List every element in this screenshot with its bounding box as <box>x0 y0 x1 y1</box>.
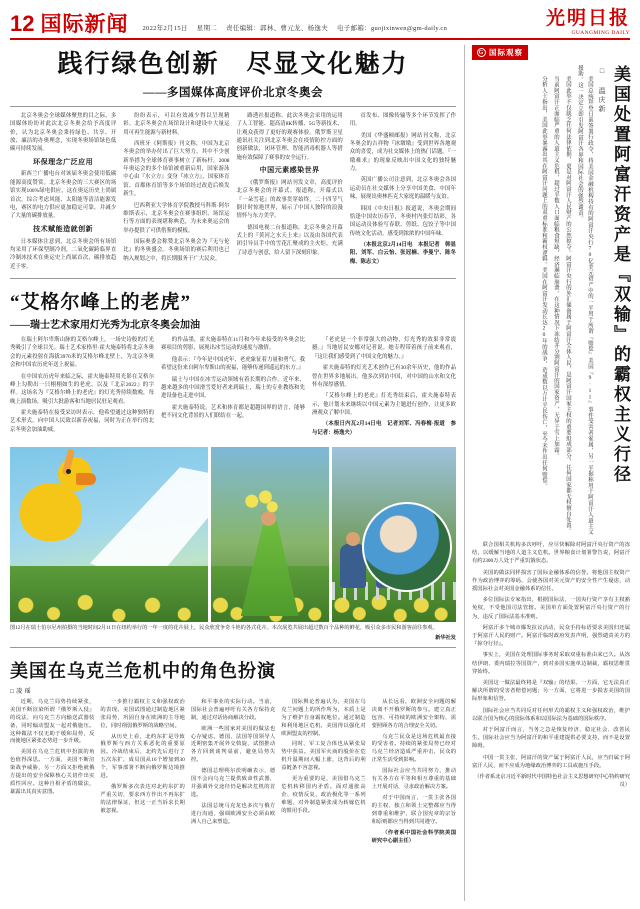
paragraph: 美国《华盛顿邮报》网站刊文称，北京冬奥会的吉祥物『冰墩墩』受到世界各地观众的喜爱，成为社交媒体上的热门话题。『一墩难求』的现象反映出中国文化的独特魅力。 <box>349 132 456 172</box>
photo-crowd <box>332 447 456 622</box>
photo-group <box>10 447 456 622</box>
circular-inset-photo <box>362 502 452 592</box>
paragraph: 当前阿富汗正面临严重的人道主义危机，超过半数人口面临粮食短缺，经济濒临崩溃。在这种情况下冻结并分割阿富汗的国家资产，无异于雪上加霜。 <box>552 75 559 459</box>
opinion-headline: 美国处置阿富汗资产是『双输』的霸权主义行径 <box>611 65 630 485</box>
duck-shape <box>20 483 82 541</box>
article-eiger-tiger <box>10 287 456 440</box>
paragraph: 西班牙《阿斯报》刊文称，中国为北京冬奥会的举办付出了巨大努力，其中不少创新举措为全球体育赛事树立了新标杆。2008年奥运会的多个场馆被重新启用，国家游泳中心由『水立方』变身『冰立方』，国家体育馆、首都体育馆等多个场馆经过改造后焕发新生。 <box>123 140 230 198</box>
section-title: 国际新闻 <box>40 13 129 36</box>
paragraph: 更为重要的是，美国借乌克兰危机转移国内矛盾。面对通胀高企、疫情反复、政治极化等一系列难题，对外制造紧张成为转嫁危机的惯用手段。 <box>281 776 366 814</box>
divider <box>10 647 456 648</box>
paragraph: 霍夫施泰特的灯光艺术创作已有30余年历史，他的作品曾在世界多地展出。他多次到访中国，对中国的山水和文化怀有深厚感情。 <box>312 365 456 388</box>
paragraph: 国际社会应当共同反对任何形式的霸权主义和强权政治，维护以联合国为核心的国际体系和以国际法为基础的国际秩序。 <box>472 707 630 722</box>
masthead <box>10 0 630 40</box>
paragraph: 美国在乌克兰危机中扮演的角色值得深思。一方面，美国不断渲染战争威胁，另一方面又拒绝就俄方提出的安全保障核心关切作出实质性回应。这种自相矛盾的做法，暴露出其真实意图。 <box>10 749 95 796</box>
paragraph: 的作品墨，霍夫施泰特在11月和今年来接受的冬奥会比赛项目的剪影，展现出冰雪运动的速度与激情。 <box>161 337 305 352</box>
paragraph: 事实上，美国在处理国际事务时采取双重标准由来已久。从冻结伊朗、委内瑞拉等国资产，到对多国实施单边制裁，霸权思维贯穿始终。 <box>472 652 630 675</box>
paragraph: 纷纷表示，可以有效减少得以呈现精彩。北京冬奥会在场馆设计和建设中大量运用可再生能源与新材料。 <box>123 112 230 136</box>
duck-beak <box>76 473 96 485</box>
paragraph: 从长远看，欧洲安全问题的解决离不开俄罗斯的参与。建立真正包容、可持续的欧洲安全架构，需要照顾各方的合理安全关切。 <box>371 698 457 729</box>
article2-col-1 <box>10 336 154 440</box>
editors: 责任编辑：郭林、曹元龙、杨逸夫 <box>226 25 329 32</box>
photo-duck-sculpture <box>10 447 208 622</box>
article1-columns <box>10 112 456 274</box>
paragraph: 乌克兰民众是这场危机最直接的受害者。持续的紧张局势已经对乌克兰经济造成严重冲击，民众的正常生活受到影响。 <box>371 733 457 764</box>
article2-headline: “艾格尔峰上的老虎” <box>10 292 192 314</box>
divider <box>10 278 456 279</box>
paragraph: 美国总统拜登日前签署行政令，将美国金融机构持有的阿富汗央行70亿美元资产中的一半用于所谓『赔偿』美国『9·11』事件受害者家属，另一半据称用于阿富汗人道主义援助。这一决定立即引发阿富汗各界和国际社会的强烈谴责。 <box>576 65 593 535</box>
article3-headline: 美国在乌克兰危机中的角色扮演 <box>10 660 276 681</box>
article1-credit: （本报北京2月14日电 本报记者 韩显阳、刘军、白云怡、张冠楠、李曼宁、陈冬梅、陈志文） <box>349 242 456 265</box>
article3-col-4 <box>281 699 365 849</box>
paragraph: 霍夫施泰特在接受采访时表示，他希望通过这种独特的艺术形式，向中国人民致以新春祝福，同时为正在举行的北京冬奥会加油助威。 <box>10 410 154 433</box>
opinion-column <box>465 45 630 901</box>
paragraph: 国际奥委会称赞北京冬奥会为『无与伦比』的冬奥盛会。冬奥场馆的赛后利用也已纳入规划之中，将长期服务于广大民众。 <box>123 239 230 262</box>
paragraph: 新西兰广播电台对该届冬奥会使用低碳能源高度赞赏。北京冬奥会的三大赛区的场馆实现100%绿电供应，这在奥运历史上尚属首次。综合考虑风能、太阳能等清洁能源发电，赛区的电力供应更加稳定可靠，并减少了大量的碳排放量。 <box>10 171 117 220</box>
article1-col-3 <box>237 112 343 274</box>
bouquet <box>245 490 279 518</box>
paragraph: 一步推行霸权主义和强权政治的表现。美国试图通过制造地区紧张局势，巩固自身在欧洲的主导地位，同时削弱俄罗斯的战略空间。 <box>100 698 185 729</box>
article3-byline: □ 凌 瑶 <box>10 688 32 695</box>
main-content <box>10 45 465 901</box>
paragraph: 『老虎是一个非常强大的动物，灯光秀的效果非常震撼。』当地居民安娜对记者说。她专程带着孩子前来观看，『这让我们感受到了中国文化的魅力。』 <box>312 337 456 360</box>
paragraph: 日本媒体注意到，北京冬奥会所有场馆均采用了环保型制冷剂，二氧化碳跨临界直冷制冰技术在奥运史上尚属首次，碳排放趋近于零。 <box>10 238 117 270</box>
brand-name-en: GUANGMING DAILY <box>571 30 630 36</box>
article1-col-2 <box>123 112 229 274</box>
article1-col-4 <box>350 112 456 274</box>
article2-col-2 <box>161 336 305 440</box>
paragraph: 德国电视二台报道称，北京冬奥会开幕式上的『黄河之水天上来』以及由各国代表团引导员手中的雪花汇聚成的主火炬，充满了诗意与创意，给人留下深刻印象。 <box>236 224 343 256</box>
paragraph: 对于中国而言，一贯主张各国的主权、独立和领土完整都应当得到尊重和维护，联合国宪章的宗旨和原则都应当得到共同遵守。 <box>371 795 457 825</box>
vertical-headline-block <box>472 65 630 535</box>
paragraph: 对于阿富汗而言，当务之急是恢复经济、稳定社会、改善民生。国际社会应当为阿富汗的和平重建提供必要支持，而不是设置障碍。 <box>472 727 630 750</box>
paragraph: 多位国际法专家指出，根据国际法，一国央行资产享有主权豁免权，不受他国司法管辖。美国单方面处置阿富汗央行资产的行为，违反了国际法基本准则。 <box>472 597 630 620</box>
paragraph: 中国一贯主张，阿富汗的资产属于阿富汗人民，应当归属于阿富汗人民，而不应成为地缘政治博弈的工具或施压手段。 <box>472 754 630 769</box>
paragraph: 他表示：『今年是中国虎年，老虎象征着力量和勇气。我希望这份来自阿尔卑斯山的祝福，能够传递到遥远的东方。』 <box>161 356 305 372</box>
article3-credit: （作者系中国社会科学院美国研究中心副主任） <box>371 829 457 844</box>
article3-columns <box>10 699 456 849</box>
article3-col-3 <box>191 699 275 849</box>
paragraph: 德国总理朔尔茨明确表示，德国不会向乌克兰提供致命性武器，并强调外交途径仍是解决危机的首选。 <box>190 768 276 799</box>
paragraph: 巴西利亚大学体育学院教授马科斯·阿尔维斯表示，北京冬奥会在赛事组织、场馆运行等方面的表现堪称典范，为未来奥运会的举办提供了可供借鉴的模板。 <box>123 202 230 234</box>
opinion-flow-body <box>472 541 630 770</box>
brand-name-cn: 光明日报 <box>545 8 630 29</box>
paragraph: 近期，乌克兰局势持续紧张，美国不断渲染所谓『俄罗斯入侵』的说法，向乌克兰方向输送武器装备，同时煽动盟友一起对俄施压。这种做法不仅无助于缓和局势，反而使地区紧张态势进一步升级。 <box>10 698 95 745</box>
paragraph: 联合国相关机构多次呼吁，应尽快解除对阿富汗央行资产的冻结，以缓解当地的人道主义危机。世界粮食计划署警告说，阿富汗有约2300万人处于严重饥饿状态。 <box>472 542 630 565</box>
paragraph: 瑞士与中国在冰雪运动领域有着长期的合作。近年来，越来越多的中国滑雪爱好者来到瑞士，瑞士的专业教练和先进设备也走进中国。 <box>161 376 305 400</box>
divider <box>10 106 456 107</box>
article1-sub-c: 中国元素感染世界 <box>259 166 320 174</box>
globe-icon: G <box>478 50 485 56</box>
article2-columns <box>10 336 456 440</box>
paragraph: 美国这一做法最终将是『双输』的结果。一方面，它无法真正解决所谓的受害者赔偿问题；另一方面，它将进一步损害美国的国际形象和信誉。 <box>472 680 630 703</box>
email: 电子邮箱：guojixinwen@gm-daily.cn <box>336 25 448 32</box>
paragraph: 国际舆论普遍认为，美国在乌克兰问题上的所作所为，本质上是为了维护自身霸权地位。通过制造和利用地区危机，美国得以强化对欧洲盟友的控制。 <box>281 698 366 737</box>
paragraph: 『艾格尔峰上的老虎』灯光秀结束后，霍夫施泰特表示，他计划未来继续以中国元素为主题进行创作，让更多欧洲观众了解中国。 <box>312 393 456 417</box>
article2-col-3 <box>312 336 456 440</box>
paragraph: 从历史上看，北约东扩是导致俄罗斯与西方关系恶化的重要原因。冷战结束后，北约先后进行了五次东扩，成员国从16个增加到30个，军事部署不断向俄罗斯边境推进。 <box>100 733 185 780</box>
page-number: 12 <box>10 11 35 36</box>
opinion-author-note: （作者系北京习近平新时代中国特色社会主义思想研究中心特约研究员） <box>474 774 630 788</box>
weekday: 星期二 <box>196 25 218 32</box>
article2-credit: （本报日内瓦2月14日电 记者刘军、冯春梅·报道 参与记者：杨逸夫） <box>312 421 456 436</box>
paragraph: 霍夫施泰特说，艺术和体育都是超越国界的语言，能够把不同文化背景的人们联结在一起。 <box>161 404 305 420</box>
opinion-vertical-body <box>537 65 595 535</box>
photo-caption-credit: 新华社发 <box>435 634 456 641</box>
paragraph: 韩国《中央日报》报道说，冬奥会期间恰逢中国农历春节，冬奥村内张灯结彩，各国运动员体验写春联、剪纸、包饺子等中国传统文化活动，感受到浓浓的中国年味。 <box>349 205 456 237</box>
international-observation-badge <box>472 45 528 60</box>
paragraph: 和平事业的实际行动。当前，国际社会普遍呼吁有关各方保持克制，通过对话协商解决分歧。 <box>190 698 276 721</box>
paragraph: 俄罗斯多次表达对北约东扩的严重关切，要求西方作出不再东扩的法律保证，但这一正当诉求长期被忽视。 <box>100 784 185 814</box>
article2-subhead: ——瑞士艺术家用灯光秀为北京冬奥会加油 <box>10 320 200 332</box>
brand-logo <box>546 9 630 36</box>
photo-caption <box>10 625 456 643</box>
paragraph: 路透社报道称，此次冬奥会采用的运用了人工智能、超高清8K转播、5G等新技术，让观众获得了更好的观赛体验。俄罗斯卫星通讯社关注到北京冬奥会在疫情防控方面的创新做法，闭环管理、智能消毒机器人等措施有效保障了赛事的安全运行。 <box>236 112 343 161</box>
paragraph: 北京冬奥会全球媒体聚焦的目之际，多国媒体纷纷对此次北京冬奥会给予高度评价，认为北京冬奥会秉持绿色、共享、开放、廉洁的办奥理念，实现冬奥场馆绿色低碳可持续发展。 <box>10 112 117 153</box>
article3-col-1 <box>10 699 94 849</box>
article1-headline: 践行绿色创新 尽显文化魅力 <box>57 51 409 78</box>
paragraph: 美国此举不仅缺乏任何法律依据，更是对阿富汗人民财产的公然掠夺。阿富汗央行的外汇储备属于阿富汗全体人民，是阿富汗国家主权的重要组成部分，任何国家都无权擅自处置。 <box>564 75 571 534</box>
paragraph: 首发布、图像传输等多个环节发挥了作用。 <box>349 112 456 128</box>
photo-caption-text: 图12月在瑞士伯尔尼州拍摄的当地时间2月11日在纽约举行的一年一度的花卉展上，民众欣赏争奇斗艳的各式花卉。本次展览共展出超过数百个品种的鲜花，吸引众多市民和游客前往参观。 <box>10 625 438 632</box>
paragraph: 阿富汗多个城市爆发抗议活动，民众手持标语要求美国归还属于阿富汗人民的财产。阿富汗临时政府发表声明，强烈谴责美方的『掠夺行径』。 <box>472 624 630 648</box>
article1-col-1 <box>10 112 116 274</box>
paragraph: 《俄罗斯报》网站刊发文章，高度评价北京冬奥会的开幕式。报道称，开幕式以『一朵雪花』的故事贯穿始终，二十四节气倒计时惊艳世界，展示了中国人独特的浪漫情怀与东方美学。 <box>236 179 343 220</box>
paragraph: 在瑞士阿尔卑斯山脉的艾格尔峰上，一场史诗般的灯光秀吸引了全球目光。瑞士艺术家格里·霍夫施泰特将北京冬奥会的元素投射在海拔3970米的艾格尔峰北壁上，为北京冬奥会和中国农历虎年送上祝福。 <box>10 337 154 369</box>
paragraph: 法国总统马克龙也多次与俄方进行沟通，强调欧洲安全必须由欧洲人自己来塑造。 <box>190 803 276 825</box>
paragraph: 美国的做法同样损害了国际金融体系的信誉。将他国主权资产作为政治博弈的筹码，会使各国对美元资产的安全性产生疑虑，动摇国际社会对美国金融体系的信任。 <box>472 569 630 593</box>
paragraph: 欧洲一些国家对美国的做法也心存疑虑。德国、法国等国领导人近期密集开展外交斡旋，试图推动各方回到谈判桌前，避免局势失控。 <box>190 725 276 764</box>
paragraph: 分析人士指出，美国此举暴露出其在阿富汗问题上的双重标准和霸权逻辑。美国在阿富汗发动长达20年的战争，造成数以万计平民伤亡，至今未作出任何赔偿。 <box>540 75 547 489</box>
article1-subhead: ——多国媒体高度评价北京冬奥会 <box>143 86 323 99</box>
article3-col-5 <box>372 699 456 849</box>
photo-dancer <box>211 447 330 622</box>
flower-bed <box>10 566 208 622</box>
paragraph: 国际社会应当共同努力，推动有关各方在平等和相互尊重的基础上开展对话，寻求政治解决方案。 <box>371 768 457 791</box>
article-green-innovation <box>10 51 456 274</box>
paragraph: 同时，军工复合体也从紧张局势中获益。美国军火商的股价在危机升温期间大幅上涨，这背后的利益链条不容忽视。 <box>281 741 366 772</box>
paragraph: 英国广播公司注意到，北京冬奥会各国运动员在社交媒体上分享中国美食、中国年味，展现出奥林匹克大家庭的温暖与友谊。 <box>349 177 456 201</box>
masthead-meta <box>142 23 454 35</box>
article1-sub-b: 技术赋能造就创新 <box>33 224 94 233</box>
badge-label: 国际观察 <box>489 48 523 57</box>
article1-sub-a: 环保理念广泛应用 <box>33 157 94 166</box>
opinion-author: □ 温庆新 <box>597 67 606 114</box>
publish-date: 2022年2月15日 <box>142 25 188 32</box>
paragraph: 在中国农历虎年来临之际，霍夫施泰特用光影在艾格尔峰上勾勒出一只栩栩如生的老虎，以及『北京2022』的字样。这场名为『艾格尔峰上的老虎』的灯光秀持续数晚，每晚上演数场，吸引大批游客和当地居民驻足观看。 <box>10 373 154 405</box>
article-us-role-ukraine <box>10 657 456 849</box>
article3-col-2 <box>100 699 184 849</box>
